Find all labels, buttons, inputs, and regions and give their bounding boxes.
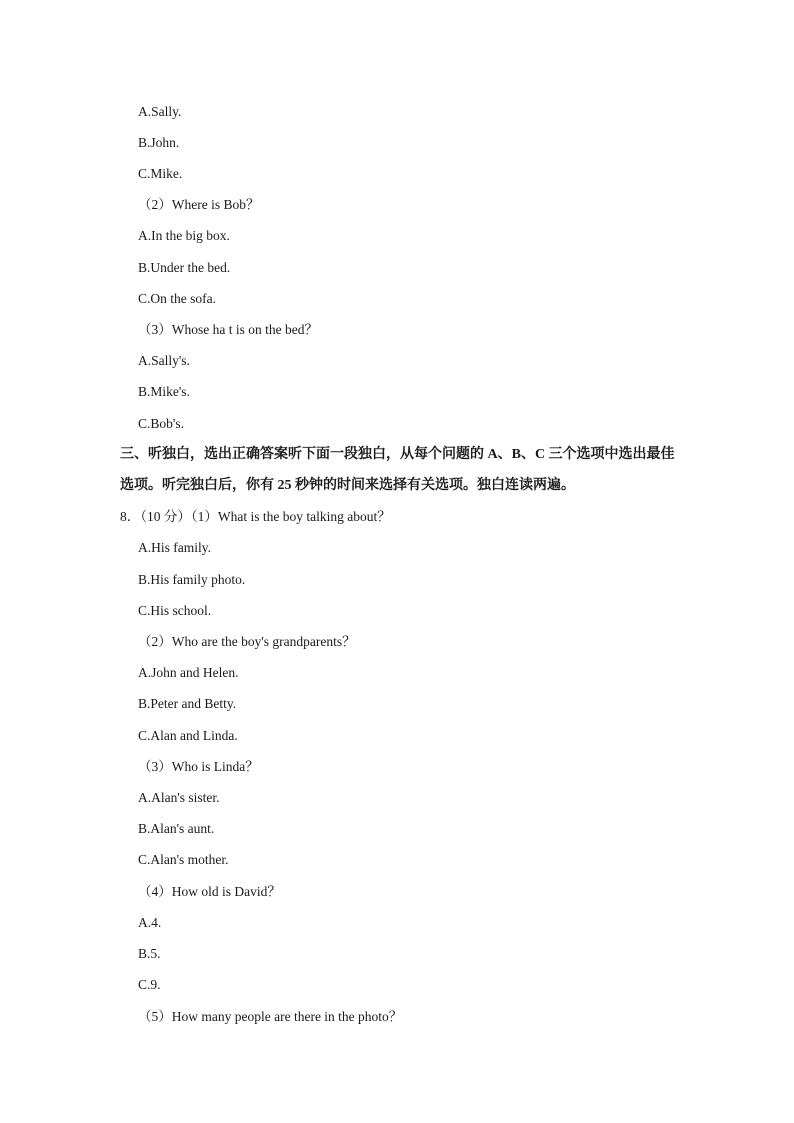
sub-question-3: （3）Who is Linda？ (138, 759, 259, 774)
sub-question-5: （5）How many people are there in the photo？ (138, 1009, 403, 1024)
sub-question-3: （3）Whose ha t is on the bed？ (138, 322, 318, 337)
option-b: B.Under the bed. (138, 260, 231, 275)
option-c: C.On the sofa. (138, 291, 216, 306)
option-b: B.Alan's aunt. (138, 821, 215, 836)
sub-question-2: （2）Who are the boy's grandparents？ (138, 634, 356, 649)
option-b: B.Mike's. (138, 384, 190, 399)
sub-question-4: （4）How old is David？ (138, 884, 281, 899)
sub-question-2: （2）Where is Bob？ (138, 197, 260, 212)
option-c: C.His school. (138, 603, 212, 618)
option-a: A.In the big box. (138, 228, 230, 243)
option-b: B.His family photo. (138, 572, 246, 587)
option-c: C.9. (138, 977, 161, 992)
option-a: A.4. (138, 915, 162, 930)
option-b: B.Peter and Betty. (138, 696, 237, 711)
option-c: C.Bob's. (138, 416, 184, 431)
option-a: A.Alan's sister. (138, 790, 220, 805)
option-c: C.Mike. (138, 166, 183, 181)
option-b: B.5. (138, 946, 161, 961)
option-a: A.John and Helen. (138, 665, 239, 680)
option-c: C.Alan and Linda. (138, 728, 238, 743)
option-b: B.John. (138, 135, 180, 150)
section-instruction-line2: 选项。听完独白后，你有 25 秒钟的时间来选择有关选项。独白连读两遍。 (120, 478, 575, 493)
option-c: C.Alan's mother. (138, 852, 229, 867)
option-a: A.His family. (138, 540, 211, 555)
option-a: A.Sally. (138, 104, 182, 119)
section-instruction-line1: 三、听独白，选出正确答案听下面一段独白，从每个问题的 A、B、C 三个选项中选出最佳 (120, 447, 675, 462)
option-a: A.Sally's. (138, 353, 190, 368)
question-8-header: 8．（10 分）（1）What is the boy talking about？ (120, 509, 391, 524)
